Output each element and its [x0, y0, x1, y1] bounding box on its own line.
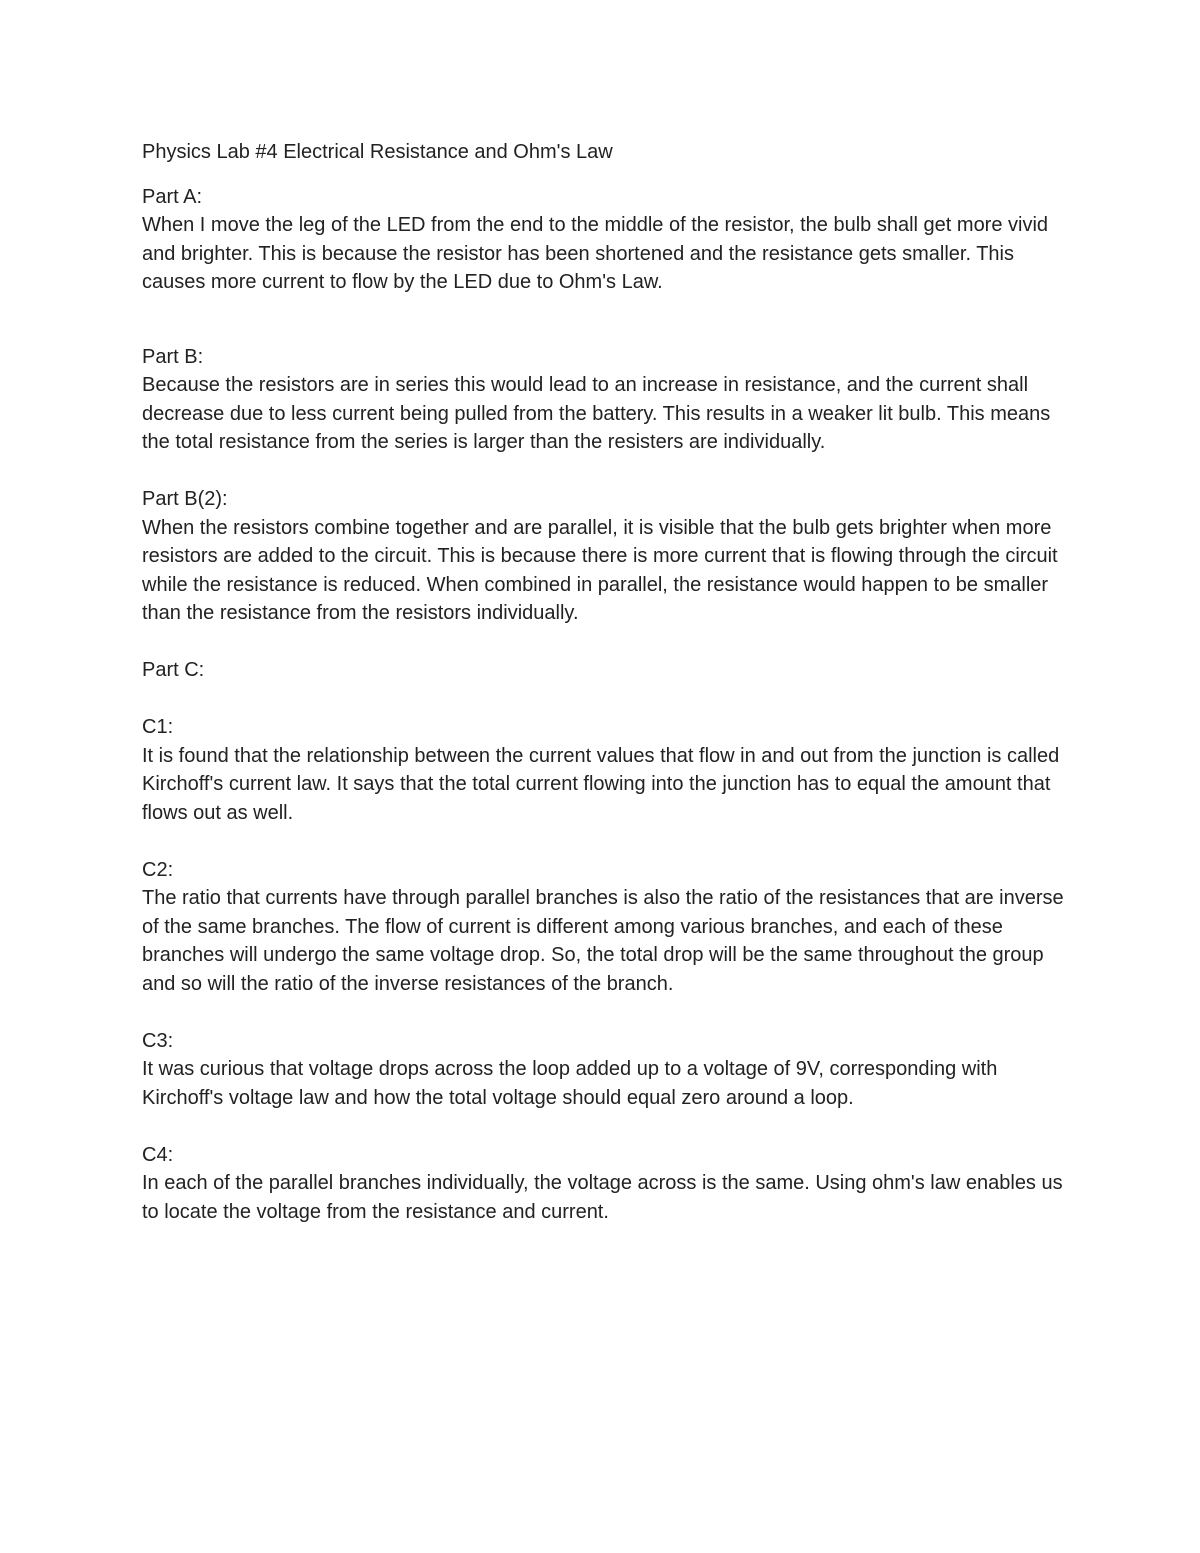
document-title: Physics Lab #4 Electrical Resistance and Ohm's Law	[142, 141, 613, 163]
section-part-c	[142, 656, 1077, 685]
section-body: Because the resistors are in series this would lead to an increase in resistance, and the current shall decrease due to less current being pulled from the battery. This results in a weaker lit bulb. This means the total resistance from the series is larger than the resisters are individually.	[142, 374, 1051, 453]
section-heading: C4:	[142, 1143, 174, 1166]
section-body: When I move the leg of the LED from the end to the middle of the resistor, the bulb shall get more vivid and brighter. This is because the resistor has been shortened and the resistance gets smaller. This causes more current to flow by the LED due to Ohm's Law.	[142, 214, 1049, 293]
section-body: It is found that the relationship between the current values that flow in and out from the junction is called Kirchoff's current law. It says that the total current flowing into the junction has to equal the amount that flows out as well.	[142, 744, 1060, 824]
section-c2	[142, 856, 1077, 999]
section-body: It was curious that voltage drops across the loop added up to a voltage of 9V, corresponding with Kirchoff's voltage law and how the total voltage should equal zero around a loop.	[142, 1058, 998, 1109]
section-part-b2	[142, 485, 1077, 628]
section-heading: Part B(2):	[142, 488, 228, 510]
document-page	[142, 138, 1077, 1226]
section-body: In each of the parallel branches individually, the voltage across is the same. Using ohm's law enables us to locate the voltage from the resistance and current.	[142, 1172, 1063, 1223]
section-c3	[142, 1027, 1077, 1113]
section-heading: Part C:	[142, 659, 205, 681]
section-body: The ratio that currents have through parallel branches is also the ratio of the resistances that are inverse of the same branches. The flow of current is different among various branches, and each of these branches will undergo the same voltage drop. So, the total drop will be the same throughout the group and so will the ratio of the inverse resistances of the branch.	[142, 887, 1064, 995]
section-part-b	[142, 343, 1077, 457]
section-heading: C1:	[142, 716, 174, 738]
section-heading: C3:	[142, 1029, 174, 1052]
section-heading: C2:	[142, 858, 174, 881]
section-c1	[142, 713, 1077, 827]
section-c4	[142, 1141, 1077, 1227]
section-heading: Part B:	[142, 345, 204, 368]
section-part-a	[142, 183, 1077, 297]
section-heading: Part A:	[142, 185, 203, 208]
section-body: When the resistors combine together and are parallel, it is visible that the bulb gets brighter when more resistors are added to the circuit. This is because there is more current that is flowing through the circuit while the resistance is reduced. When combined in parallel, the resistance would happen to be smaller than the resistance from the resistors individually.	[142, 516, 1058, 624]
